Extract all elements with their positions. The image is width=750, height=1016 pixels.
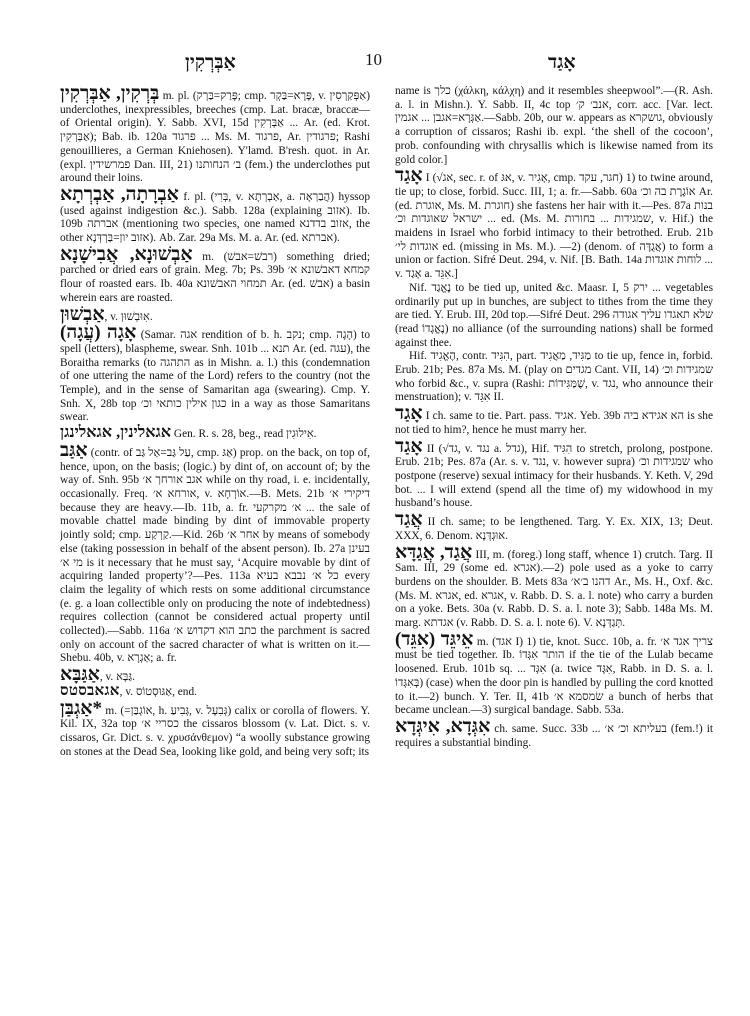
entry [395, 511, 713, 543]
right-column [395, 85, 713, 1010]
entry [395, 435, 713, 512]
entry-text: I (√אג, sec. r. of אגּ, v. אָגִיר, cmp. חגר, עקד) 1) to twine around, tie up; to close, forbid. Succ. III, 1; a. fr.—Sabb. 60a אוֹגֶרֶת בה וכ׳ Ar. (ed. אוגרת, Ms. M. חוגרת) she fastens her hair with it.—Pes. 87a בנות ישראל שאוגדות וכ׳ ... ed. (Ms. M. שמגידות ... בחורות, v. Hif.) the maidens in Israel who forbid intimacy to their betrothed. Erub. 21b אוגדות לי׳ ed. (missing in Ms. M.). —2) (denom. of אֲגֻדָּה) to form a union or faction. Sifré Deut. 294, v. Nif. [B. Bath. 14a לוחות אוגדות ... v. אָגַד a. אִגֵּד.] [395, 172, 713, 281]
entry [60, 697, 370, 760]
entry-headword: אָגָה (עֲגָה) [60, 322, 137, 344]
entry-headword: אָגַד [395, 403, 423, 425]
entry-text: , v. גַּבָּא. [99, 671, 135, 684]
entry [395, 541, 713, 631]
entry-headword: אַבְשׁוּן [60, 303, 105, 325]
entry-continuation [395, 85, 713, 167]
entry-headword: בְּרְקִין, אַבְּרְקִין [60, 85, 160, 104]
entry-headword: אגאלינין, אגאלינגן [60, 424, 172, 442]
entry-text: I ch. same to tie. Part. pass. אגיד. Yeb. 39b הא אגידא ביה is she not tied to him?, hence he must marry her. [395, 410, 713, 436]
page-number: 10 [365, 50, 382, 69]
entry-text: Nif. נֶאֱגַד to be tied up, united &c. Maasr. I, 5 ירק ... vegetables ordinarily put up in bunches, are subject to tithes from the time they are tied. Y. Erub. III, 20d top.—Sifré Deut. 296 שלא תאגדו עליך אגודה (read נֶאֱגָדוֹ) no alliance (of the surrounding nations) shall be formed against thee. [395, 281, 713, 349]
running-head [0, 42, 750, 72]
entry-text: II ch. same; to be lengthened. Targ. Y. Ex. XIX, 13; Deut. XXX, 6. Denom. אוּגְדְּנָא. [395, 516, 713, 542]
entry-text: III, m. (foreg.) long staff, whence 1) crutch. Targ. II Sam. III, 29 (some ed. אגרא).—2) pole used as a yoke to carry burdens on the shoulder. B. Mets 83a דהנו ב׳א׳ Ar., Ms. H., Oxf. &c. (Ms. M. אגרא, ed. אגרא, v. Rabb. D. S. a. l. note) who carry a burden on a yoke. Bets. 30a (v. Rabb. D. S. a. l. note 3); Sabb. 148a Ms. M. marg. אגדתא (v. Rabb. D. S. a. l. note 6). V. תְּגַדְּנָא. [395, 548, 713, 630]
entry-text: , v. אִוּבְשׁוּן. [104, 310, 153, 323]
entry-headword: אגאבסטס [60, 682, 120, 699]
entry-text: name is כלך (χάλκη, κάλχη) and it resembles sheepwool”.—(R. Ash. a. l. in Mishn.). Y. Sabb. II, 4c top אנב׳ ק׳, corr. acc. [Var. lect. אַגְּרָא=אגבן ... אגמין.—Sabb. 20b, our w. appears as גושקרא, obviously a corruption of cissaros; Rashi ib. expl. ‘the shell of the cocoon’, prob. confounding with chrysallis which is likewise named from its gold color.] [395, 85, 713, 166]
entry-text: II (√גד, v. נגד a. גדל), Hif. הִגִּיד to stretch, prolong, postpone. Erub. 21b; Pes. 87a (Ar. s. v. נגד, v. however supra) שמגידות וכ׳ who postpone (reserve) sexual intimacy for their husbands. Y. Keth. V, 29d bot. ... I will extend (spend all the time of) my widowhood in my husband’s house. [395, 442, 713, 510]
left-column [60, 85, 370, 1010]
entry-text: , v. אַגּוּסְטוֹס, end. [119, 685, 197, 698]
entry-text: m. (אגד I) 1) tie, knot. Succ. 10b, a. fr. צריך אגד א׳ must be tied together. Ib. הותר אִגְּדוֹ if the tie of the Lulab became loosened. Erub. 101b sq. ... אִגְּד (a. twice אִגָּד, Rabb. in D. S. a. l. בְּאִגְּדוֹ) (case) when the door pin is handled by pulling the cord knotted to it.—2) bunch. Y. Ter. II, 41b שׂמסמא א׳ a bunch of herbs that became unclean.—3) surgical bandage. Sabb. 53a. [395, 635, 713, 717]
entry-headword: אִגְּדָא, אִיגְּדָא [395, 715, 491, 737]
entry-text: m. pl. (פָּרַק=בַּרְק; cmp. פָּרָא=בַּקְר, v. אַפְּקַרְסִין) underclothes, inexpressibles, breeches (cmp. Lat. bracæ, braccæ—of Oriental origin). Y. Sabb. XVI, 15d אַבְּרְקִין ... Ar. (ed. Krot. אַבְּרְקִין); Bab. ib. 120a פרגוד ... Ms. M. פרגוד, Ar. פרגודין; Rashi genouillieres, a German Kniehosen). Y'lamd. B'resh. quot. in Ar. (expl. פמרשידין Dan. III, 21) ב׳ הנחותנו (fem.) the underclothes put around their loins. [60, 90, 370, 185]
entry-text: Hif. הֶאֱגִיד, contr. הִגִּיד, part. מַגִּיד, מַאֲגִיד to tie up, fence in, forbid. Erub. 21b; Pes. 87a Ms. M. (play on מגדים Cant. VII, 14) שמגידות וכ׳ who forbid &c., v. supra (Rashi: שֶׁמַּגִּידוֹת, v. נגד, who announce their menstruation); v. אִגֵּד II. [395, 350, 713, 404]
entry-text: Gen. R. s. 28, beg., read אִילוּגִין. [173, 428, 317, 441]
entry [395, 167, 713, 282]
entry-headword: אָגַד [395, 165, 423, 187]
entry-text: f. pl. (בְּרִי, v. אַבְרְתָא, a. הֲבַרְאָה) hyssop (used against indigestion &c.). Sabb. 128a (explaining אזוב). Ib. 109b אברתה (mentioning two species, one named אזוב בדדנא, the other אזוב יון=בַּרְדְּנָא). Ab. Zar. 29a Ms. M. a. Ar. (ed. אברתא). [60, 190, 370, 245]
entry-headword: אַבְשׁוּנָא, אֲבִישָׁנָא [60, 243, 193, 265]
left-guide-word: אַבְּרְקִין [185, 52, 236, 73]
entry-headword: אֲגַד, אֲגַדָּא [395, 541, 473, 563]
entry-headword: אַגַּב [60, 439, 88, 461]
entry-text: (contr. of עַל גַּב=אַל גַּב, cmp. אַגּ) prop. on the back, on top of, hence, upon, on the basis; (logic.) by dint of, on account of; by the way of. Snh. 95b אגב אורחך א׳ while on thy road, i. e. incidentally, occasionally. Freq. אורחא א׳, v. אוֹרְחָא.—B. Mets. 21b דיקירי א׳ because they are heavy.—Ib. 11b, a. fr. א׳ מקרקעי ... the sale of movable chattel made binding by dint of immovable property jointly sold; cmp. קַרְקַע.—Kid. 26b אחר א׳ by means of somebody else (taking possession in behalf of the absent person). Ib. 27a בעינן מי א׳ is it necessary that he must say, ‘Acquire movable by dint of acquiring landed property’?—Pes. 113a כל א׳ נבבא בעיא every claim the legality of which rests on some additional circumstance (e. g. a loan collectible only on producing the note of indebtedness) requires collection (cannot be considered actual property until collected).—Sabb. 116a כתב הוא דקדוש א׳ the parchment is sacred only on account of the sacred character of what is written on it.— Shebu. 40b, v. אַגְרָא; a. fr. [60, 446, 370, 665]
entry-subsense [395, 282, 713, 351]
right-guide-word: אָגַד [548, 52, 576, 73]
entry [60, 682, 370, 700]
entry-text: m. (=אוֹגְבַּן, h. גְּבִיעַ, v. גְּבִעָל) calix or corolla of flowers. Y. Kil. IX, 32a top כסריי א׳ the cissaros blossom (v. Lat. Dict. s. v. cissaros, Gr. Dict. s. v. χρυσάνθεμον) “a woolly substance growing on stones at the Dead Sea, looking like gold, and being very soft; its [60, 704, 370, 758]
entry-text: ch. same. Succ. 33b ... בעליתא וכ׳ א׳ (fem.!) it requires a substantial binding. [395, 722, 713, 749]
entry-subsense [395, 350, 713, 405]
entry-headword: אַבְרָתָה, אַבְרְתָא [60, 183, 179, 205]
entry [60, 243, 370, 306]
entry-headword: אַגַּבָּא [60, 664, 100, 686]
entry-headword: אֵיגֵּד (אִגֵּד) [395, 628, 474, 650]
entry [60, 439, 370, 666]
entry-headword: אֲגַד [395, 509, 423, 531]
entry [395, 405, 713, 437]
entry [60, 85, 370, 186]
entry [395, 715, 713, 750]
entry [60, 183, 370, 246]
entry-text: m. (רבשׁ=אבשׁ) something dried; parched or dried ears of grain. Meg. 7b; Ps. 39b קמחא דאבשׁונא א׳ flour of roasted ears. Ib. 40a תמחוי האבשׁונא Ar. (ed. אבשׁ) a basin wherein ears are roasted. [60, 250, 370, 304]
entry [60, 324, 370, 425]
entry [395, 628, 713, 718]
entry-headword: *אַגְבַּן [60, 697, 102, 719]
entry-text: (Samar. אגה rendition of b. h. נקב; cmp. הָגָה) to spell (letters), blaspheme, swear. Snh. 101b ... תנא Ar. (ed. עגה), the Boraitha remarks (to התהגה as in Mishn. a. l.) this (condemnation of one uttering the name of the Lord) refers to the country (not the Temple), and in the sense of Samaritan aga (swearing). Cmp. Y. Snh. X, 28b top כגון אילין כותאי וכ׳ in a way as those Samaritans swear. [60, 329, 370, 424]
entry [60, 425, 370, 442]
entry-headword: אָגַד [395, 435, 423, 457]
